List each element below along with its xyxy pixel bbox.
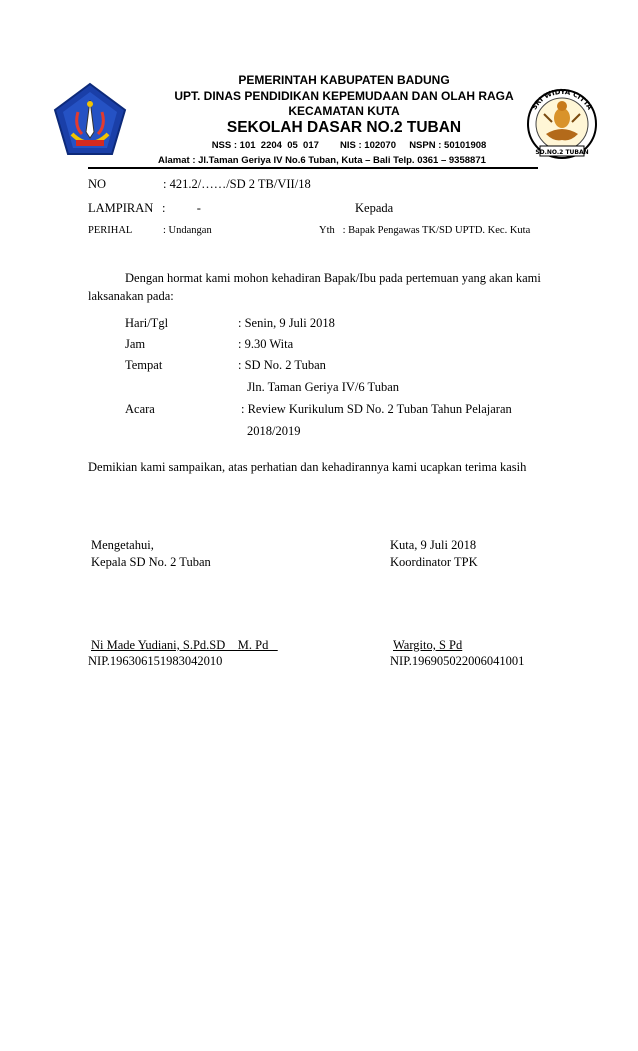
letterhead-divider bbox=[88, 167, 538, 169]
recipient: Yth : Bapak Pengawas TK/SD UPTD. Kec. Kuta bbox=[319, 225, 531, 236]
perihal-value: : Undangan bbox=[163, 225, 212, 236]
letterhead-line-3: KECAMATAN KUTA bbox=[288, 104, 400, 118]
detail-label-jam: Jam bbox=[125, 337, 146, 351]
detail-value-jam: : 9.30 Wita bbox=[238, 337, 294, 351]
sign-left-line-1: Mengetahui, bbox=[91, 538, 154, 552]
sign-right-line-2: Koordinator TPK bbox=[390, 555, 478, 569]
detail-label-haritgl: Hari/Tgl bbox=[125, 316, 169, 330]
detail-label-tempat: Tempat bbox=[125, 358, 163, 372]
no-label: NO bbox=[88, 177, 107, 191]
sign-right-nip: NIP.196905022006041001 bbox=[390, 654, 525, 668]
sign-left-name: Ni Made Yudiani, S.Pd.SD M. Pd bbox=[91, 638, 278, 652]
letterhead-line-2: UPT. DINAS PENDIDIKAN KEPEMUDAAN DAN OLAH RAGA bbox=[174, 89, 514, 103]
intro-line-2: laksanakan pada: bbox=[88, 289, 174, 303]
intro-line-1: Dengan hormat kami mohon kehadiran Bapak/Ibu pada pertemuan yang akan kami bbox=[125, 271, 541, 285]
perihal-label: PERIHAL bbox=[88, 225, 133, 236]
lampiran-value: : - bbox=[162, 201, 201, 215]
no-value: : 421.2/……/SD 2 TB/VII/18 bbox=[163, 177, 311, 191]
kepada-label: Kepada bbox=[355, 201, 394, 215]
school-address: Alamat : Jl.Taman Geriya IV No.6 Tuban, Kuta – Bali Telp. 0361 – 9358871 bbox=[158, 155, 486, 166]
detail-value-address: Jln. Taman Geriya IV/6 Tuban bbox=[247, 380, 400, 394]
school-emblem bbox=[522, 84, 602, 164]
letterhead-line-1: PEMERINTAH KABUPATEN BADUNG bbox=[238, 73, 450, 87]
sign-left-nip: NIP.196306151983042010 bbox=[88, 654, 223, 668]
detail-value-tempat: : SD No. 2 Tuban bbox=[238, 358, 326, 372]
detail-label-acara: Acara bbox=[125, 402, 155, 416]
detail-value-haritgl: : Senin, 9 Juli 2018 bbox=[238, 316, 335, 330]
sign-left-line-2: Kepala SD No. 2 Tuban bbox=[91, 555, 211, 569]
emblem-school-label: SD.NO.2 TUBAN bbox=[535, 149, 589, 156]
emblem-motto: SRI WIDYA CITTA bbox=[530, 87, 594, 112]
school-ids: NSS : 101 2204 05 017 NIS : 102070 NSPN : 50101908 bbox=[211, 140, 487, 151]
closing-sentence: Demikian kami sampaikan, atas perhatian dan kehadirannya kami ucapkan terima kasih bbox=[88, 460, 527, 474]
sign-right-line-1: Kuta, 9 Juli 2018 bbox=[390, 538, 477, 552]
detail-value-acara: : Review Kurikulum SD No. 2 Tuban Tahun Pelajaran bbox=[241, 402, 512, 416]
detail-value-year: 2018/2019 bbox=[247, 424, 301, 438]
lampiran-label: LAMPIRAN bbox=[88, 201, 154, 215]
school-name: SEKOLAH DASAR NO.2 TUBAN bbox=[226, 119, 462, 136]
sign-right-name: Wargito, S Pd bbox=[393, 638, 463, 652]
